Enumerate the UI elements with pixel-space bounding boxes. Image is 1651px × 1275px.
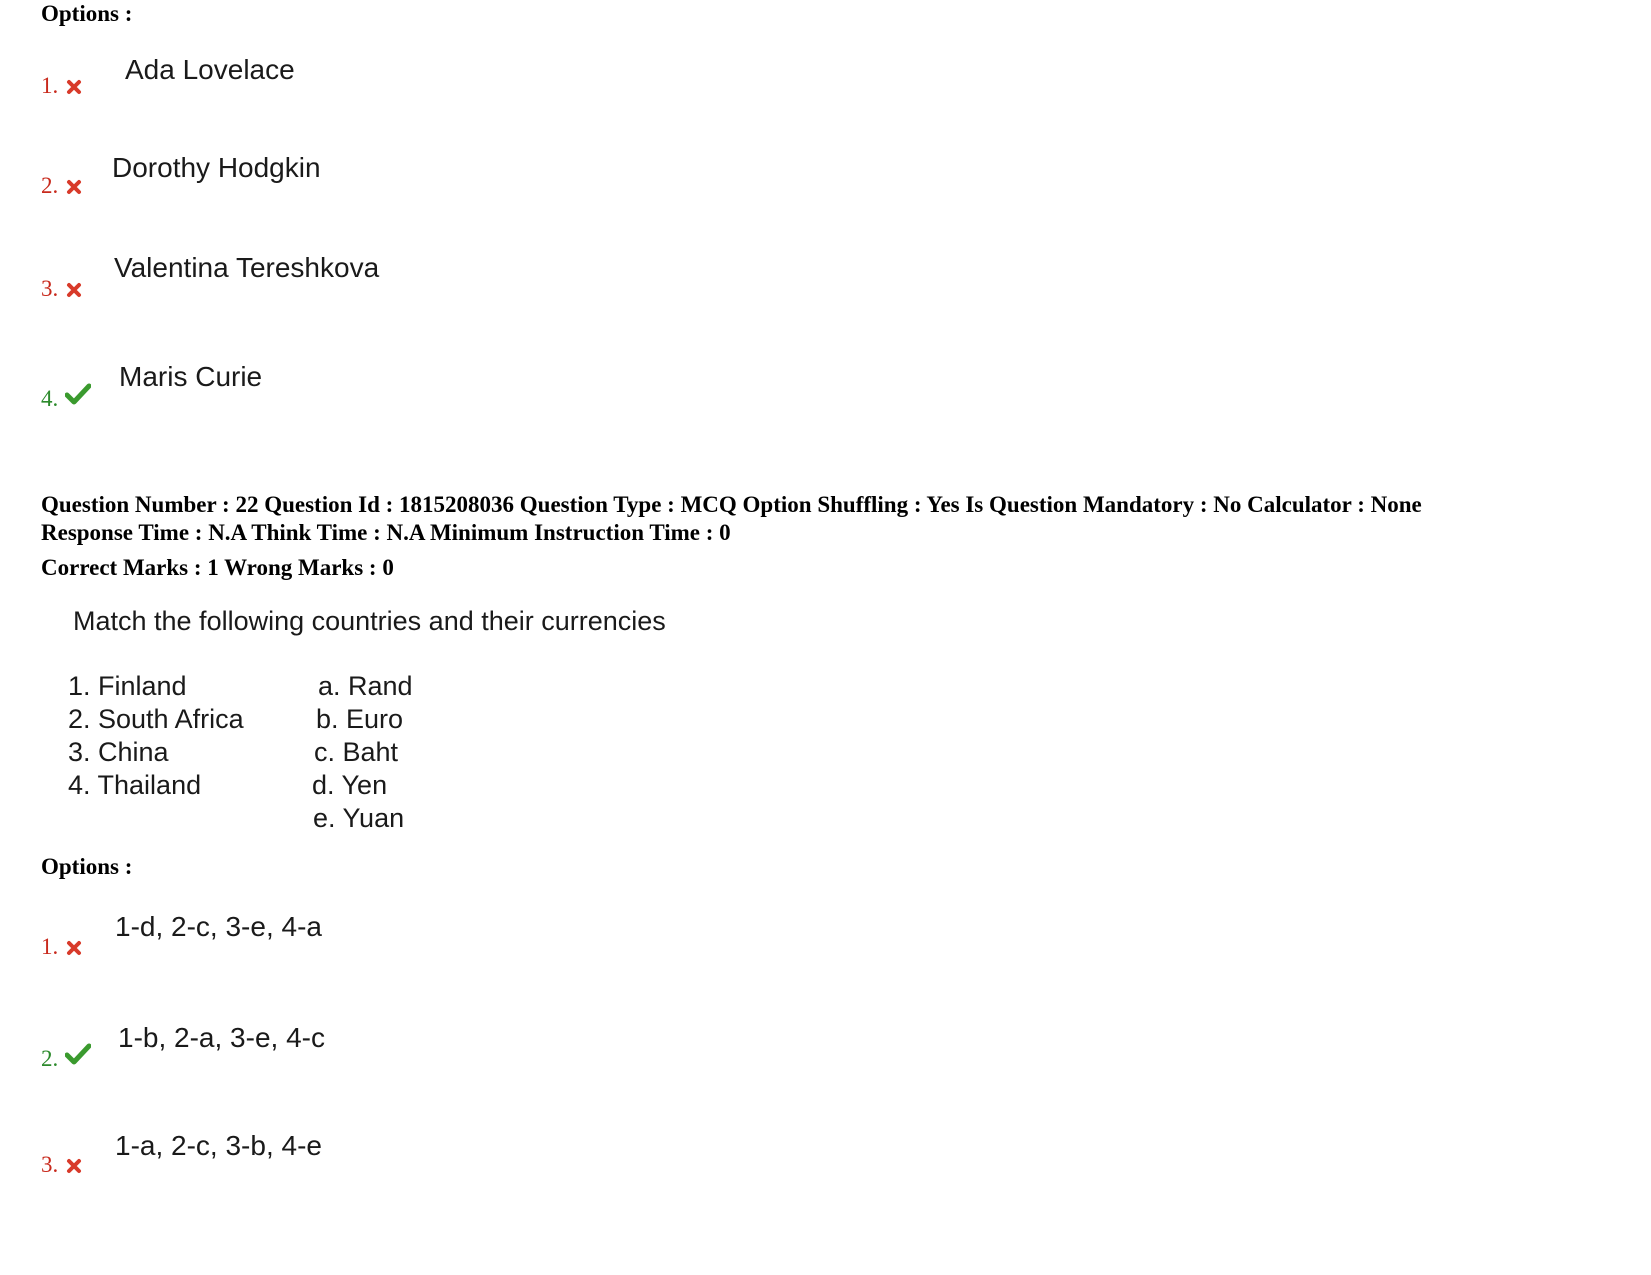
option-number: 3. bbox=[41, 276, 59, 301]
option-2[interactable] bbox=[41, 152, 641, 212]
question-meta-line-1: Question Number : 22 Question Id : 1815208036 Question Type : MCQ Option Shuffling : Yes Is Question Mandatory : No Calculator : None bbox=[41, 492, 1422, 517]
correct-check-icon bbox=[65, 1043, 91, 1065]
question-meta-line-2: Response Time : N.A Think Time : N.A Minimum Instruction Time : 0 bbox=[41, 520, 731, 545]
options-label: Options : bbox=[41, 1, 133, 26]
currency-item: e. Yuan bbox=[313, 803, 405, 833]
option-1[interactable] bbox=[41, 911, 641, 971]
option-3[interactable] bbox=[41, 1130, 641, 1190]
option-2[interactable] bbox=[41, 1022, 641, 1082]
wrong-cross-icon bbox=[66, 940, 82, 956]
wrong-cross-icon bbox=[66, 79, 82, 95]
option-text: 1-d, 2-c, 3-e, 4-a bbox=[115, 911, 322, 942]
option-3[interactable] bbox=[41, 252, 641, 312]
marks-line: Correct Marks : 1 Wrong Marks : 0 bbox=[41, 555, 394, 580]
option-4[interactable] bbox=[41, 361, 641, 421]
country-item: 2. South Africa bbox=[68, 704, 244, 734]
wrong-cross-icon bbox=[66, 1158, 82, 1174]
currency-item: c. Baht bbox=[314, 737, 399, 767]
option-number: 3. bbox=[41, 1152, 59, 1177]
question-prompt: Match the following countries and their currencies bbox=[73, 606, 666, 636]
option-number: 1. bbox=[41, 73, 59, 98]
option-text: Ada Lovelace bbox=[125, 54, 295, 85]
correct-check-icon bbox=[65, 383, 91, 405]
wrong-cross-icon bbox=[66, 179, 82, 195]
option-1[interactable] bbox=[41, 54, 641, 114]
option-text: 1-b, 2-a, 3-e, 4-c bbox=[118, 1022, 325, 1053]
option-number: 4. bbox=[41, 386, 59, 411]
option-number: 2. bbox=[41, 1046, 59, 1071]
country-item: 1. Finland bbox=[68, 671, 187, 701]
currency-item: d. Yen bbox=[312, 770, 388, 800]
option-text: Valentina Tereshkova bbox=[114, 252, 380, 283]
country-item: 4. Thailand bbox=[68, 770, 202, 800]
option-number: 2. bbox=[41, 173, 59, 198]
currency-item: b. Euro bbox=[316, 704, 404, 734]
option-number: 1. bbox=[41, 934, 59, 959]
currency-item: a. Rand bbox=[318, 671, 413, 701]
country-item: 3. China bbox=[68, 737, 169, 767]
option-text: Maris Curie bbox=[119, 361, 263, 392]
option-text: Dorothy Hodgkin bbox=[112, 152, 321, 183]
option-text: 1-a, 2-c, 3-b, 4-e bbox=[115, 1130, 322, 1161]
wrong-cross-icon bbox=[66, 282, 82, 298]
options-label: Options : bbox=[41, 854, 133, 879]
